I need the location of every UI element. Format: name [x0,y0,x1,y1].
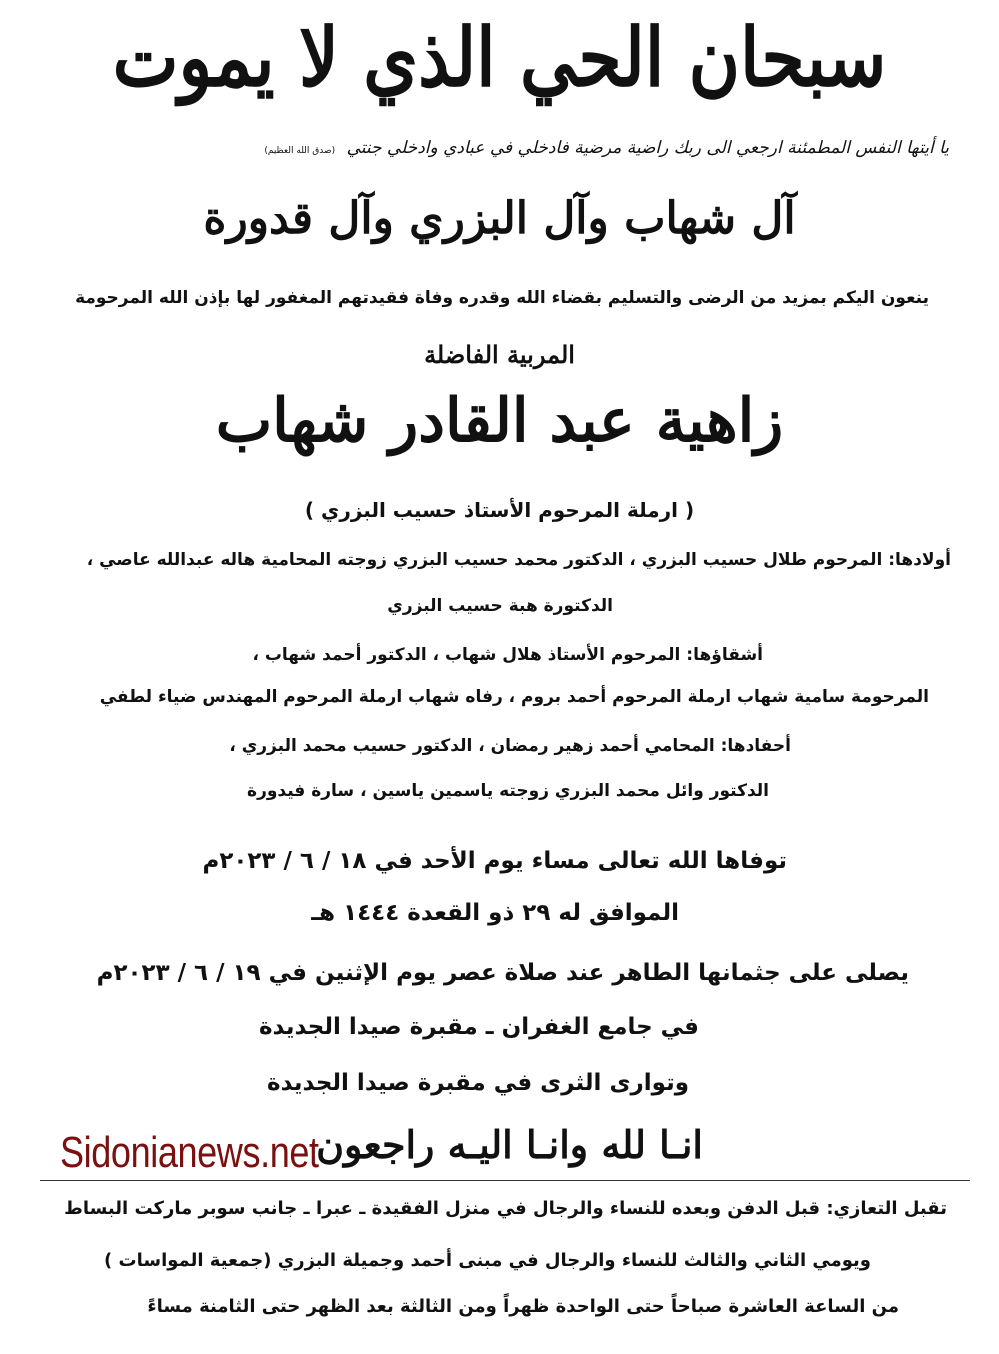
relatives-line: أحفادها: المحامي أحمد زهير رمضان ، الدكتور حسيب محمد البزري ، [229,736,791,756]
relatives-line: أشقاؤها: المرحوم الأستاذ هلال شهاب ، الدكتور أحمد شهاب ، [252,645,763,665]
relatives-line: الدكتور وائل محمد البزري زوجته ياسمين ياسين ، سارة فيدورة [247,781,769,801]
death-date: توفاها الله تعالى مساء يوم الأحد في ١٨ / ٦ / ٢٠٢٣م [202,848,787,874]
relatives-line: المرحومة سامية شهاب ارملة المرحوم أحمد بروم ، رفاه شهاب ارملة المرحوم المهندس ضياء لطفي [99,687,929,707]
closing-verse: انـا لله وانـا اليـه راجعون [316,1122,703,1167]
site-watermark: Sidonianews.net [60,1128,319,1177]
relatives-line: أولادها: المرحوم طلال حسيب البزري ، الدكتور محمد حسيب البزري زوجته المحامية هاله عبدالله عاصي ، [86,550,951,570]
verse-tag: (صدق الله العظيم) [264,146,336,156]
condolences-line: ويومي الثاني والثالث للنساء والرجال في مبنى أحمد وجميلة البزري (جمعية المواسات ) [104,1250,871,1271]
condolences-line: من الساعة العاشرة صباحاً حتى الواحدة ظهراً ومن الثالثة بعد الظهر حتى الثامنة مساءً [147,1296,899,1317]
condolences-line: تقبل التعازي: قبل الدفن وبعده للنساء والرجال في منزل الفقيدة ـ عبرا ـ جانب سوبر ماركت البساط [64,1198,947,1219]
relatives-line: الدكتورة هبة حسيب البزري [387,596,613,616]
hijri-date: الموافق له ٢٩ ذو القعدة ١٤٤٤ هـ [311,900,679,926]
burial-info: وتوارى الثرى في مقبرة صيدا الجديدة [267,1070,689,1096]
mosque-info: في جامع الغفران ـ مقبرة صيدا الجديدة [258,1014,699,1040]
deceased-name: زاهية عبد القادر شهاب [215,386,784,456]
quran-verse [264,138,949,158]
divider [40,1180,970,1181]
deceased-title: المربية الفاضلة [424,340,575,369]
calligraphy-header: سبحان الحي الذي لا يموت [112,9,887,106]
prayer-info: يصلى على جثمانها الطاهر عند صلاة عصر يوم الإثنين في ١٩ / ٦ / ٢٠٢٣م [96,960,909,986]
families-heading: آل شهاب وآل البزري وآل قدورة [203,193,796,244]
widow-of: ( ارملة المرحوم الأستاذ حسيب البزري ) [304,498,695,522]
verse-text: يا أيتها النفس المطمئنة ارجعي الى ربك راضية مرضية فادخلي في عبادي وادخلي جنتي [346,138,949,158]
announcement-text: ينعون اليكم بمزيد من الرضى والتسليم بقضاء الله وقدره وفاة فقيدتهم المغفور لها بإذن الله المرحومة [75,288,929,308]
